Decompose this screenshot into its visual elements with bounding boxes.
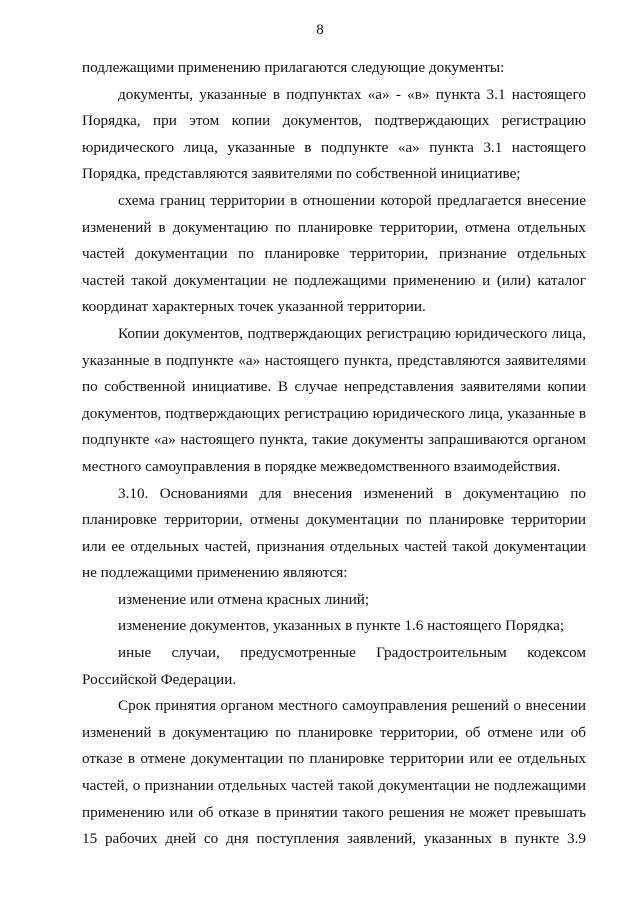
paragraph-registration-copies: Копии документов, подтверждающих регистрацию юридического лица, указанные в подпункте «а» настоящего пункта, представляются заявителями по собственной инициативе. В случае непредставления заявителями копии документов, подтверждающих регистрацию юридического лица, указанные в подпункте «а» настоящего пункта, такие документы запрашиваются органом местного самоуправления в порядке межведомственного взаимодействия. [82,324,586,475]
paragraph-documents-list: документы, указанные в подпунктах «а» - «в» пункта 3.1 настоящего Порядка, при этом копии документов, подтверждающих регистрацию юридического лица, указанные в подпункте «а» пункта 3.1 настоящего Порядка, представляются заявителями по собственной инициативе; [82,85,586,183]
paragraph-3-10-grounds: 3.10. Основаниями для внесения изменений в документацию по планировке территории, отмены документации по планировке территории или ее отдельных частей, признания отдельных частей такой документации не подлежащими применению являются: [82,484,586,582]
paragraph-decision-deadline: Срок принятия органом местного самоуправления решений о внесении изменений в документацию по планировке территории, об отмене или об отказе в отмене документации по планировке территории или ее отдельных частей, о признании отдельных частей такой документации не подлежащими применению или об отказе в принятии такого решения не может превышать 15 рабочих дней со дня поступления заявлений, указанных в пункте 3.9 [82,697,586,848]
paragraph-red-lines: изменение или отмена красных линий; [118,590,370,608]
page-number: 8 [316,22,324,38]
paragraph-continuation: подлежащими применению прилагаются следующие документы: [82,59,505,76]
document-body [82,55,586,853]
paragraph-other-cases: иные случаи, предусмотренные Градостроительным кодексом Российской Федерации. [82,644,586,688]
paragraph-documents-change: изменение документов, указанных в пункте 1.6 настоящего Порядка; [118,617,565,635]
paragraph-territory-scheme: схема границ территории в отношении которой предлагается внесение изменений в документацию по планировке территории, отмена отдельных частей документации по планировке территории, признание отдельных частей такой документации не подлежащими применению и (или) каталог координат характерных точек указанной территории. [82,191,586,316]
